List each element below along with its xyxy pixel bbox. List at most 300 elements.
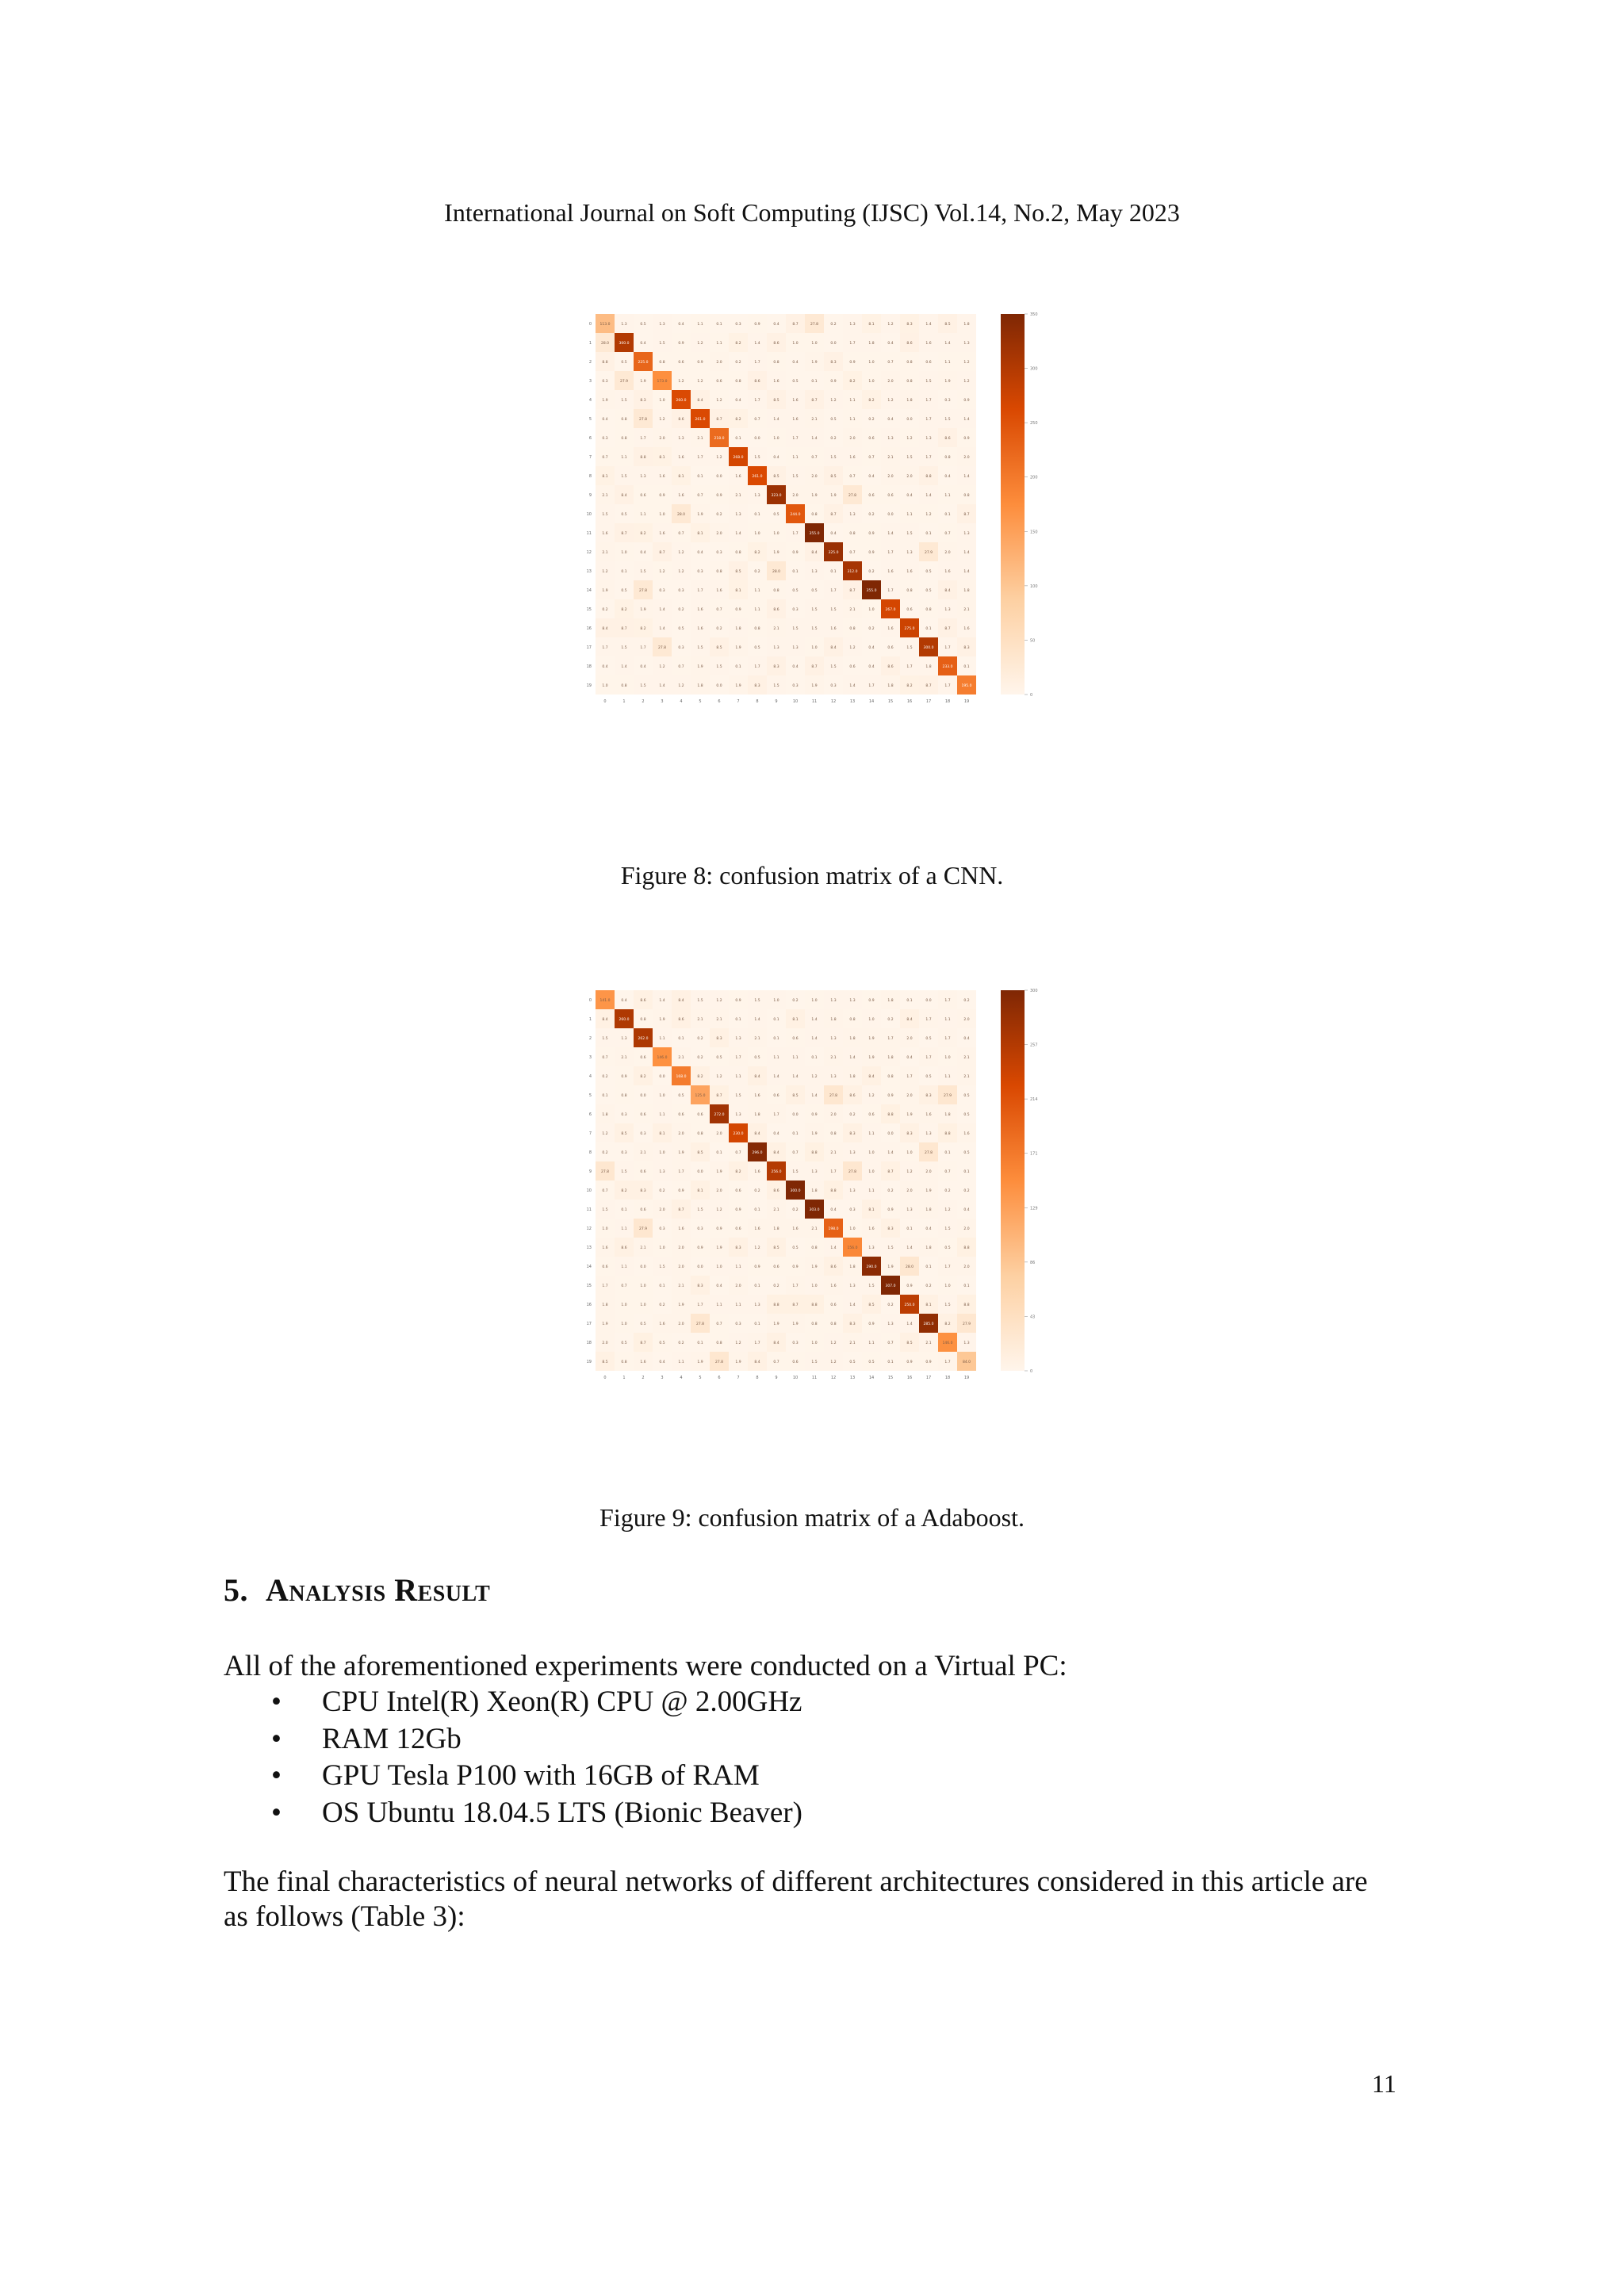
cell-value-label: 2.0: [887, 380, 894, 384]
cell-value-label: 1.8: [811, 1189, 818, 1193]
cell-value-label: 1.1: [735, 1303, 741, 1307]
cell-value-label: 8.2: [621, 608, 627, 612]
cell-value-label: 285.0: [923, 1322, 934, 1326]
cell-value-label: 0.6: [735, 1227, 741, 1231]
cell-value-label: 1.5: [811, 1360, 818, 1364]
cell-value-label: 0.1: [925, 1265, 932, 1269]
figure-9-confusion-matrix: [583, 987, 1038, 1451]
cell-value-label: 1.9: [697, 665, 703, 669]
cell-value-label: 8.4: [906, 1018, 913, 1022]
y-tick-label: 12: [586, 550, 592, 555]
cell-value-label: 0.7: [773, 1360, 779, 1364]
cell-value-label: 0.5: [621, 361, 627, 365]
cell-value-label: 0.4: [735, 399, 741, 403]
cell-value-label: 0.5: [773, 513, 779, 517]
cell-value-label: 1.2: [716, 456, 722, 460]
cell-value-label: 260.0: [619, 1018, 630, 1022]
cell-value-label: 1.0: [659, 1094, 665, 1098]
cell-value-label: 1.3: [849, 999, 856, 1003]
cell-value-label: 0.9: [830, 380, 837, 384]
cell-value-label: 1.3: [640, 475, 646, 479]
cell-value-label: 1.4: [925, 494, 932, 498]
cell-value-label: 1.9: [773, 551, 779, 555]
cell-value-label: 1.7: [697, 456, 703, 460]
colorbar-tick-label: 300: [1030, 366, 1038, 372]
cell-value-label: 1.9: [792, 1322, 799, 1326]
cell-value-label: 1.6: [887, 627, 894, 631]
cell-value-label: 0.8: [735, 551, 741, 555]
cell-value-label: 1.1: [621, 456, 627, 460]
cell-value-label: 8.3: [830, 361, 837, 365]
cell-value-label: 0.9: [868, 1322, 875, 1326]
cell-value-label: 2.1: [754, 1037, 760, 1041]
cell-value-label: 2.0: [716, 1132, 722, 1136]
cell-value-label: 2.0: [716, 1189, 722, 1193]
cell-value-label: 1.3: [830, 1037, 837, 1041]
cell-value-label: 8.5: [830, 475, 837, 479]
cell-value-label: 1.1: [754, 589, 760, 593]
cell-value-label: 0.4: [830, 532, 837, 536]
cell-value-label: 1.8: [925, 665, 932, 669]
cell-value-label: 1.1: [735, 1075, 741, 1079]
cell-value-label: 8.8: [925, 475, 932, 479]
x-tick-label: 3: [661, 1376, 664, 1380]
x-tick-label: 0: [603, 699, 607, 704]
list-item: [271, 1684, 802, 1721]
cell-value-label: 146.0: [942, 1341, 953, 1345]
cell-value-label: 195.0: [961, 684, 972, 688]
cell-value-label: 1.3: [735, 1037, 741, 1041]
y-tick-label: 4: [588, 398, 592, 403]
cell-value-label: 1.3: [621, 323, 627, 327]
cell-value-label: 0.7: [716, 1322, 722, 1326]
cell-value-label: 0.2: [868, 627, 875, 631]
x-tick-label: 6: [718, 1376, 721, 1380]
cell-value-label: 1.9: [697, 513, 703, 517]
y-tick-label: 17: [586, 1322, 592, 1326]
cell-value-label: 1.9: [716, 1170, 722, 1174]
cell-value-label: 8.3: [735, 1246, 741, 1250]
cell-value-label: 1.5: [792, 627, 799, 631]
running-header: International Journal on Soft Computing (IJSC) Vol.14, No.2, May 2023: [444, 198, 1180, 227]
cell-value-label: 0.8: [849, 627, 856, 631]
cell-value-label: 1.1: [849, 399, 856, 403]
cell-value-label: 8.6: [773, 1189, 779, 1193]
cell-value-label: 1.5: [602, 1037, 608, 1041]
cell-value-label: 0.6: [868, 437, 875, 441]
cell-value-label: 0.6: [735, 1189, 741, 1193]
cell-value-label: 1.5: [811, 608, 818, 612]
cell-value-label: 0.7: [678, 665, 684, 669]
cell-value-label: 0.9: [906, 1284, 913, 1288]
cell-value-label: 1.4: [735, 532, 741, 536]
cell-value-label: 0.4: [830, 1208, 837, 1212]
cell-value-label: 2.1: [830, 1151, 837, 1155]
cell-value-label: 0.1: [811, 380, 818, 384]
cell-value-label: 0.6: [868, 1113, 875, 1117]
cell-value-label: 1.0: [811, 1284, 818, 1288]
cell-value-label: 261.0: [752, 475, 763, 479]
cell-value-label: 8.6: [830, 1265, 837, 1269]
cell-value-label: 1.2: [868, 1094, 875, 1098]
cell-value-label: 0.8: [773, 361, 779, 365]
cell-value-label: 1.0: [773, 999, 779, 1003]
cell-value-label: 1.3: [621, 1037, 627, 1041]
cell-value-label: 8.4: [754, 1132, 760, 1136]
cell-value-label: 8.8: [773, 1303, 779, 1307]
cell-value-label: 0.1: [716, 1151, 722, 1155]
cell-value-label: 173.0: [657, 380, 668, 384]
cell-value-label: 0.8: [849, 532, 856, 536]
cell-value-label: 8.7: [887, 1170, 894, 1174]
cell-value-label: 1.5: [716, 665, 722, 669]
cell-value-label: 1.4: [811, 1018, 818, 1022]
cell-value-label: 27.8: [638, 589, 648, 593]
cell-value-label: 0.4: [716, 1284, 722, 1288]
cell-value-label: 0.1: [944, 1151, 951, 1155]
cell-value-label: 1.9: [697, 1360, 703, 1364]
cell-value-label: 1.4: [849, 1303, 856, 1307]
cnn-confusion-matrix-heatmap: [583, 311, 1038, 775]
cell-value-label: 1.9: [868, 1056, 875, 1060]
cell-value-label: 8.7: [963, 513, 970, 517]
cell-value-label: 1.5: [640, 570, 646, 574]
cell-value-label: 0.4: [621, 999, 627, 1003]
colorbar-tick-label: 214: [1030, 1097, 1038, 1103]
cell-value-label: 1.9: [735, 1360, 741, 1364]
cell-value-label: 1.3: [792, 646, 799, 650]
cell-value-label: 0.6: [678, 1113, 684, 1117]
cell-value-label: 0.0: [887, 1132, 894, 1136]
cell-value-label: 1.6: [640, 1360, 646, 1364]
cell-value-label: 27.9: [638, 1227, 648, 1231]
cell-value-label: 1.7: [944, 999, 951, 1003]
cell-value-label: 0.5: [811, 589, 818, 593]
cell-value-label: 1.5: [868, 1284, 875, 1288]
cell-value-label: 1.6: [963, 1132, 970, 1136]
cell-value-label: 2.0: [906, 475, 913, 479]
cell-value-label: 1.8: [887, 1056, 894, 1060]
x-tick-label: 9: [775, 699, 778, 704]
cell-value-label: 2.0: [830, 1113, 837, 1117]
cell-value-label: 1.7: [773, 1113, 779, 1117]
cell-value-label: 0.2: [925, 1284, 932, 1288]
cell-value-label: 0.9: [716, 494, 722, 498]
cell-value-label: 1.6: [754, 1227, 760, 1231]
cell-value-label: 0.0: [830, 342, 837, 346]
cell-value-label: 2.0: [963, 1227, 970, 1231]
cell-value-label: 8.6: [678, 418, 684, 422]
list-item-text: OS Ubuntu 18.04.5 LTS (Bionic Beaver): [322, 1796, 803, 1829]
colorbar-tick-label: 257: [1030, 1043, 1038, 1048]
cell-value-label: 198.0: [828, 1227, 839, 1231]
cell-value-label: 8.6: [621, 1246, 627, 1250]
cell-value-label: 0.7: [811, 456, 818, 460]
cell-value-label: 1.4: [621, 665, 627, 669]
cell-value-label: 0.1: [754, 1322, 760, 1326]
cell-value-label: 1.8: [963, 589, 970, 593]
cell-value-label: 2.1: [678, 1284, 684, 1288]
cell-value-label: 0.0: [640, 1265, 646, 1269]
cell-value-label: 0.3: [716, 551, 722, 555]
cell-value-label: 2.0: [887, 475, 894, 479]
cell-value-label: 1.4: [773, 1075, 779, 1079]
cell-value-label: 0.8: [811, 1246, 818, 1250]
cell-value-label: 1.0: [621, 1303, 627, 1307]
cell-value-label: 0.1: [773, 1018, 779, 1022]
cell-value-label: 27.8: [657, 646, 667, 650]
cell-value-label: 1.4: [811, 1037, 818, 1041]
cell-value-label: 28.0: [905, 1265, 914, 1269]
cell-value-label: 1.1: [621, 1227, 627, 1231]
cell-value-label: 0.4: [868, 665, 875, 669]
cell-value-label: 1.5: [602, 513, 608, 517]
cell-value-label: 8.6: [754, 380, 760, 384]
cell-value-label: 1.3: [849, 1189, 856, 1193]
cell-value-label: 0.2: [887, 1018, 894, 1022]
cell-value-label: 2.1: [678, 1056, 684, 1060]
cell-value-label: 8.4: [621, 494, 627, 498]
cell-value-label: 0.1: [944, 513, 951, 517]
x-tick-label: 7: [737, 1376, 740, 1380]
cell-value-label: 8.8: [887, 1113, 894, 1117]
cell-value-label: 2.0: [678, 1322, 684, 1326]
cell-value-label: 0.5: [754, 1056, 760, 1060]
cell-value-label: 1.9: [602, 1322, 608, 1326]
cell-value-label: 8.7: [621, 627, 627, 631]
cell-value-label: 0.8: [849, 1018, 856, 1022]
cell-value-label: 1.9: [735, 684, 741, 688]
cell-value-label: 0.5: [754, 646, 760, 650]
cell-value-label: 0.3: [792, 1341, 799, 1345]
cell-value-label: 8.8: [602, 361, 608, 365]
cell-value-label: 300.0: [619, 342, 630, 346]
cell-value-label: 2.1: [697, 1018, 703, 1022]
cell-value-label: 1.1: [659, 1113, 665, 1117]
cell-value-label: 0.1: [963, 1284, 970, 1288]
cell-value-label: 1.3: [849, 1284, 856, 1288]
x-tick-label: 10: [792, 699, 799, 704]
cell-value-label: 0.4: [640, 665, 646, 669]
cell-value-label: 0.9: [906, 1360, 913, 1364]
colorbar-tick-label: 100: [1030, 584, 1038, 589]
cell-value-label: 1.4: [659, 684, 665, 688]
cell-value-label: 0.2: [678, 1341, 684, 1345]
cell-value-label: 1.0: [602, 684, 608, 688]
colorbar-tick-label: 50: [1030, 638, 1036, 644]
cell-value-label: 1.2: [906, 437, 913, 441]
cell-value-label: 1.2: [830, 399, 837, 403]
y-tick-label: 3: [588, 379, 592, 384]
cell-value-label: 2.0: [716, 361, 722, 365]
cell-value-label: 1.3: [963, 342, 970, 346]
cell-value-label: 303.0: [809, 1208, 820, 1212]
cell-value-label: 1.1: [944, 361, 951, 365]
cell-value-label: 1.5: [697, 646, 703, 650]
cell-value-label: 1.1: [621, 1265, 627, 1269]
cell-value-label: 0.4: [697, 551, 703, 555]
cell-value-label: 0.7: [887, 1341, 894, 1345]
cell-value-label: 0.1: [754, 513, 760, 517]
x-tick-label: 13: [849, 1376, 856, 1380]
x-tick-label: 14: [868, 699, 875, 704]
cell-value-label: 1.5: [640, 684, 646, 688]
cell-value-label: 0.6: [849, 665, 856, 669]
cell-value-label: 0.5: [963, 1151, 970, 1155]
cell-value-label: 1.7: [887, 551, 894, 555]
cell-value-label: 0.7: [849, 475, 856, 479]
cell-value-label: 1.8: [887, 999, 894, 1003]
cell-value-label: 8.1: [697, 1189, 703, 1193]
cell-value-label: 8.5: [944, 323, 951, 327]
cell-value-label: 0.6: [640, 1208, 646, 1212]
cell-value-label: 27.8: [924, 1151, 933, 1155]
cell-value-label: 1.0: [602, 1227, 608, 1231]
cell-value-label: 0.1: [963, 1170, 970, 1174]
cell-value-label: 8.5: [621, 1132, 627, 1136]
cell-value-label: 1.2: [602, 1132, 608, 1136]
cell-value-label: 113.0: [599, 323, 611, 327]
cell-value-label: 1.3: [963, 532, 970, 536]
cell-value-label: 27.9: [924, 551, 933, 555]
y-tick-label: 17: [586, 645, 592, 650]
cell-value-label: 0.9: [887, 1094, 894, 1098]
cell-value-label: 1.3: [944, 608, 951, 612]
adaboost-confusion-matrix-heatmap: [583, 987, 1038, 1451]
cell-value-label: 1.6: [697, 608, 703, 612]
cell-value-label: 1.2: [697, 342, 703, 346]
cell-value-label: 1.1: [792, 1056, 799, 1060]
colorbar-tick-label: 350: [1030, 312, 1038, 317]
cell-value-label: 1.5: [754, 999, 760, 1003]
cell-value-label: 2.0: [963, 1265, 970, 1269]
cell-value-label: 0.4: [963, 1208, 970, 1212]
cell-value-label: 1.7: [925, 1018, 932, 1022]
cell-value-label: 0.4: [906, 494, 913, 498]
y-tick-label: 2: [588, 1036, 592, 1041]
cell-value-label: 1.2: [830, 1360, 837, 1364]
x-tick-label: 11: [811, 699, 818, 704]
cell-value-label: 1.6: [887, 570, 894, 574]
cell-value-label: 8.7: [792, 323, 799, 327]
cell-value-label: 2.1: [602, 551, 608, 555]
cell-value-label: 2.1: [925, 1341, 932, 1345]
cell-value-label: 0.9: [735, 1208, 741, 1212]
cell-value-label: 0.4: [678, 323, 684, 327]
cell-value-label: 1.8: [754, 1113, 760, 1117]
cell-value-label: 2.1: [621, 1056, 627, 1060]
cell-value-label: 0.0: [906, 418, 913, 422]
cell-value-label: 275.0: [904, 627, 915, 631]
cell-value-label: 0.6: [640, 1056, 646, 1060]
cell-value-label: 1.3: [678, 437, 684, 441]
cell-value-label: 0.1: [678, 1037, 684, 1041]
cell-value-label: 0.9: [754, 1265, 760, 1269]
cell-value-label: 1.2: [659, 570, 665, 574]
cell-value-label: 8.6: [887, 665, 894, 669]
cell-value-label: 0.6: [640, 1170, 646, 1174]
closing-line-1: The final characteristics of neural networks of different architectures considered in this article are: [224, 1866, 1368, 1898]
cell-value-label: 2.0: [659, 437, 665, 441]
cell-value-label: 1.1: [659, 1037, 665, 1041]
y-tick-label: 14: [586, 588, 592, 593]
cell-value-label: 1.6: [963, 627, 970, 631]
cell-value-label: 1.9: [659, 1018, 665, 1022]
x-tick-label: 1: [622, 699, 626, 704]
cell-value-label: 1.0: [868, 361, 875, 365]
cell-value-label: 0.9: [754, 323, 760, 327]
cell-value-label: 1.5: [944, 1227, 951, 1231]
cell-value-label: 0.4: [659, 1360, 665, 1364]
cell-value-label: 1.7: [868, 684, 875, 688]
x-tick-label: 16: [906, 699, 913, 704]
cell-value-label: 1.0: [659, 1151, 665, 1155]
cell-value-label: 0.2: [659, 1189, 665, 1193]
cell-value-label: 1.7: [735, 1056, 741, 1060]
cell-value-label: 0.5: [925, 570, 932, 574]
cell-value-label: 0.5: [678, 1094, 684, 1098]
cell-value-label: 0.4: [602, 418, 608, 422]
cell-value-label: 2.0: [944, 551, 951, 555]
cell-value-label: 8.2: [640, 1075, 646, 1079]
cell-value-label: 1.0: [849, 1227, 856, 1231]
cell-value-label: 8.8: [640, 456, 646, 460]
cell-value-label: 1.9: [811, 494, 818, 498]
cell-value-label: 1.0: [868, 1151, 875, 1155]
cell-value-label: 0.8: [621, 418, 627, 422]
x-tick-label: 14: [868, 1376, 875, 1380]
cell-value-label: 0.2: [602, 1075, 608, 1079]
cell-value-label: 0.3: [944, 399, 951, 403]
cell-value-label: 0.6: [906, 608, 913, 612]
cell-value-label: 28.0: [676, 513, 686, 517]
cell-value-label: 8.8: [811, 1151, 818, 1155]
cell-value-label: 1.2: [925, 513, 932, 517]
cell-value-label: 2.1: [811, 418, 818, 422]
cell-value-label: 1.6: [659, 1322, 665, 1326]
cell-value-label: 0.1: [792, 570, 799, 574]
cell-value-label: 0.2: [697, 1056, 703, 1060]
cell-value-label: 8.2: [640, 532, 646, 536]
cell-value-label: 8.5: [697, 1151, 703, 1155]
cell-value-label: 0.5: [868, 1360, 875, 1364]
cell-value-label: 156.0: [847, 1246, 858, 1250]
cell-value-label: 0.0: [659, 1075, 665, 1079]
cell-value-label: 0.2: [887, 1189, 894, 1193]
cell-value-label: 1.0: [659, 513, 665, 517]
cell-value-label: 0.2: [659, 1303, 665, 1307]
cell-value-label: 1.2: [659, 418, 665, 422]
cell-value-label: 0.6: [792, 1360, 799, 1364]
cell-value-label: 8.5: [735, 570, 741, 574]
cell-value-label: 1.6: [925, 342, 932, 346]
cell-value-label: 0.8: [925, 608, 932, 612]
cell-value-label: 8.7: [944, 627, 951, 631]
cell-value-label: 1.7: [754, 361, 760, 365]
cell-value-label: 0.5: [963, 1094, 970, 1098]
cell-value-label: 8.2: [868, 399, 875, 403]
cell-value-label: 1.1: [849, 418, 856, 422]
cell-value-label: 8.7: [849, 589, 856, 593]
cell-value-label: 0.8: [773, 589, 779, 593]
cell-value-label: 0.7: [716, 608, 722, 612]
cell-value-label: 1.8: [849, 1265, 856, 1269]
cell-value-label: 2.0: [716, 532, 722, 536]
cell-value-label: 8.5: [773, 1246, 779, 1250]
cell-value-label: 1.2: [678, 380, 684, 384]
cell-value-label: 2.0: [735, 1284, 741, 1288]
x-tick-label: 5: [699, 699, 702, 704]
